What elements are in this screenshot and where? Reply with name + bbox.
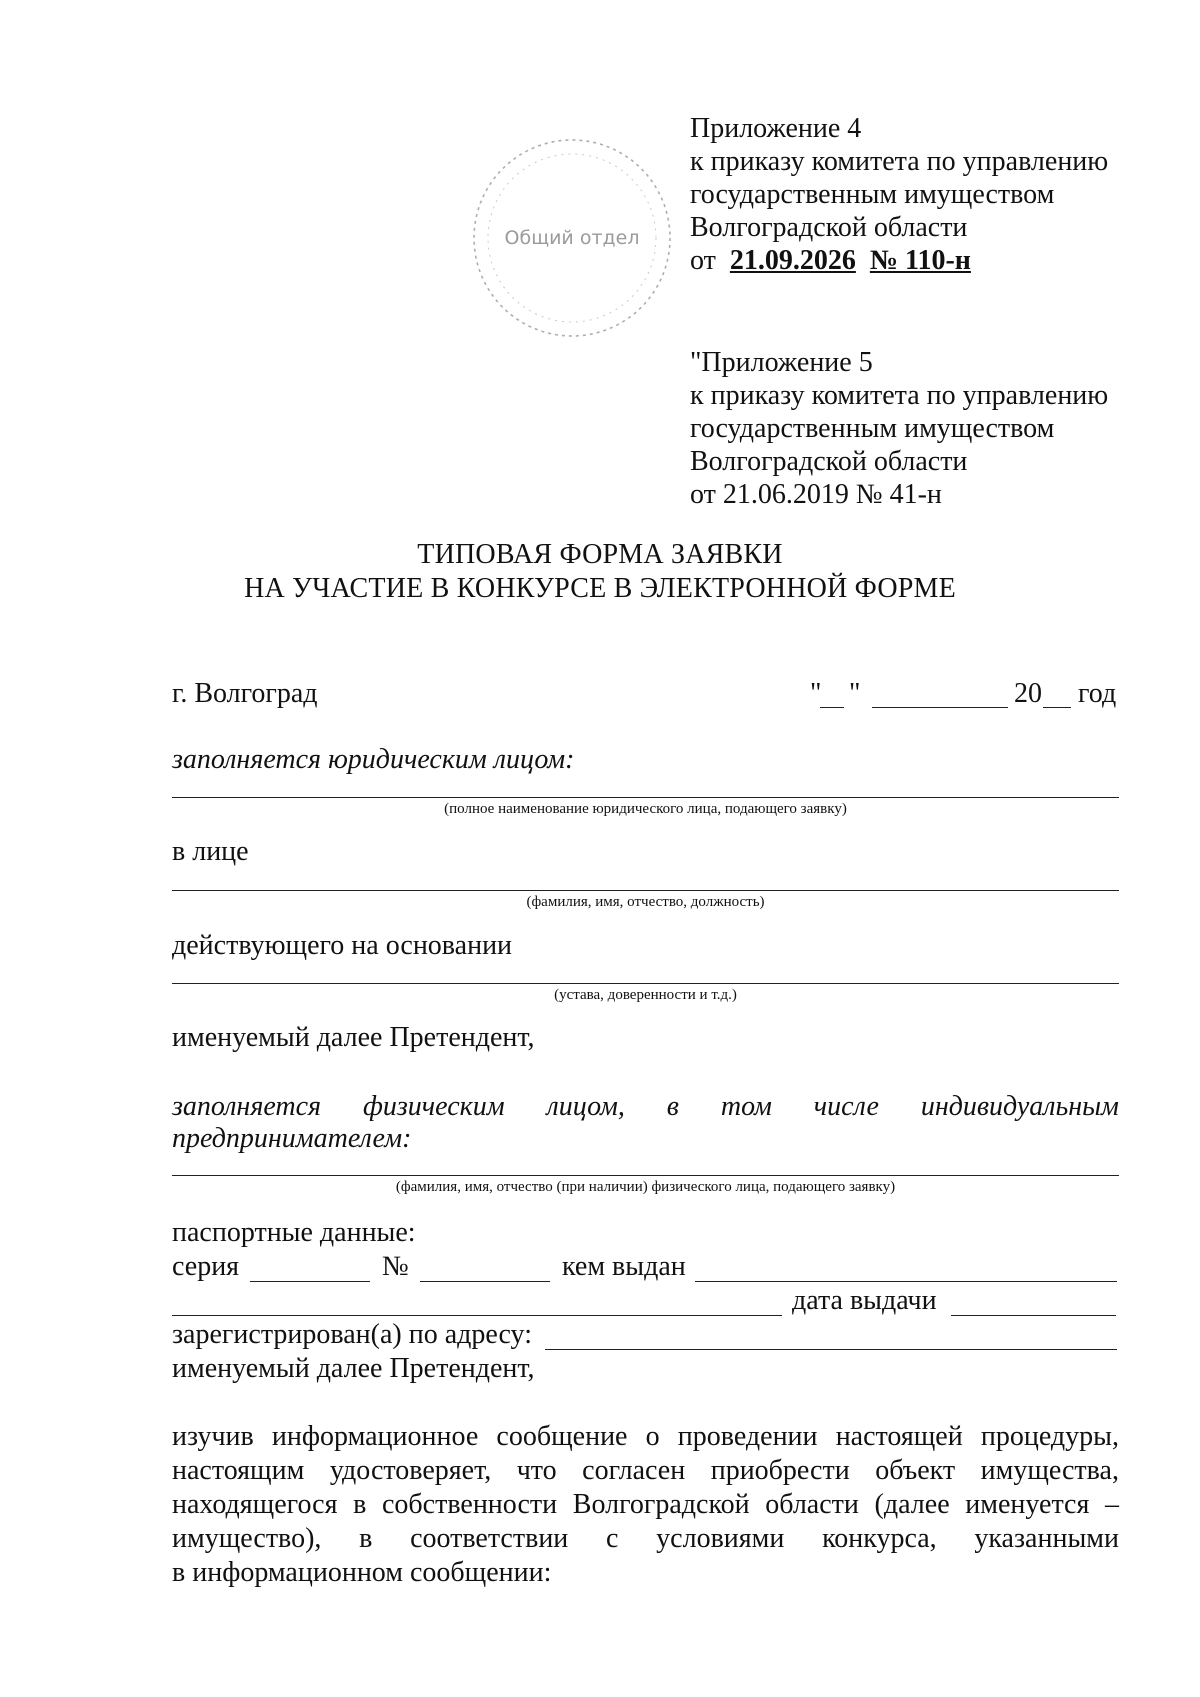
issued-by-continued-blank[interactable] xyxy=(172,1315,782,1316)
body-word: находящегося xyxy=(172,1489,338,1520)
appendix-5-line3: государственным имуществом xyxy=(690,413,1055,444)
body-word: с xyxy=(606,1523,619,1554)
form-title xyxy=(150,538,1050,606)
appendix-4-date: 21.09.2026 xyxy=(729,245,856,276)
individual-intro-line2: предпринимателем: xyxy=(172,1123,412,1154)
year-suffix: год xyxy=(1078,678,1117,709)
representative-caption: (фамилия, имя, отчество, должность) xyxy=(526,894,765,910)
body-word: имущество), xyxy=(172,1523,322,1554)
body-word: настоящим xyxy=(172,1455,305,1486)
body-word: изучив xyxy=(172,1421,254,1452)
registered-address-label: зарегистрирован(а) по адресу: xyxy=(172,1319,532,1350)
individual-intro-word: том xyxy=(720,1091,772,1122)
individual-intro-line1 xyxy=(172,1091,1119,1123)
body-line xyxy=(172,1488,1119,1522)
issue-date-label: дата выдачи xyxy=(792,1285,937,1316)
passport-label: паспортные данные: xyxy=(172,1217,416,1248)
represented-by-label: в лице xyxy=(172,836,249,867)
body-word: конкурса, xyxy=(822,1523,937,1554)
body-paragraph xyxy=(172,1420,1119,1590)
basis-line[interactable] xyxy=(172,983,1119,984)
body-word: информационное xyxy=(271,1421,479,1452)
body-word: условиями xyxy=(656,1523,785,1554)
individual-intro-word: лицом, xyxy=(546,1091,625,1122)
body-word: удостоверяет, xyxy=(329,1455,492,1486)
appendix-4-title: Приложение 4 xyxy=(690,113,862,144)
individual-name-line[interactable] xyxy=(172,1175,1119,1176)
stamp-seal xyxy=(462,128,682,348)
body-word: Волгоградской xyxy=(572,1489,750,1520)
appendix-4-number: № 110-н xyxy=(869,245,971,276)
appendix-5-header xyxy=(690,346,1108,511)
body-word: настоящей xyxy=(835,1421,963,1452)
individual-named-applicant: именуемый далее Претендент, xyxy=(172,1353,535,1384)
body-line xyxy=(172,1454,1119,1488)
appendix-5-line2: к приказу комитета по управлению xyxy=(690,380,1109,411)
form-title-line1: ТИПОВАЯ ФОРМА ЗАЯВКИ xyxy=(417,539,783,570)
appendix-5-line4: Волгоградской области xyxy=(690,446,968,477)
date-quote-open: " xyxy=(810,678,822,709)
month-blank[interactable] xyxy=(872,707,1008,708)
body-word: именуется xyxy=(965,1489,1090,1520)
body-word: (далее xyxy=(874,1489,950,1520)
body-word: соответствии xyxy=(410,1523,569,1554)
date-quote-close: " xyxy=(849,678,861,709)
passport-number-blank[interactable] xyxy=(420,1281,550,1282)
body-word: области xyxy=(765,1489,859,1520)
individual-intro-word: числе xyxy=(813,1091,879,1122)
body-line xyxy=(172,1420,1119,1454)
legal-entity-intro: заполняется юридическим лицом: xyxy=(172,744,575,775)
basis-label: действующего на основании xyxy=(172,930,513,961)
body-word: собственности xyxy=(382,1489,558,1520)
appendix-4-line4: Волгоградской области xyxy=(690,212,968,243)
appendix-4-line3: государственным имуществом xyxy=(690,179,1055,210)
place-city: г. Волгоград xyxy=(172,678,318,709)
body-word: проведении xyxy=(677,1421,818,1452)
body-line xyxy=(172,1522,1119,1556)
issued-by-label: кем выдан xyxy=(562,1251,686,1282)
individual-name-caption: (фамилия, имя, отчество (при наличии) физического лица, подающего заявку) xyxy=(395,1179,896,1195)
appendix-4-order-line xyxy=(690,244,1108,277)
body-word: – xyxy=(1105,1489,1119,1520)
body-word: приобрести xyxy=(710,1455,850,1486)
year-blank[interactable] xyxy=(1043,707,1071,708)
body-line xyxy=(172,1556,1119,1590)
appendix-4-line2: к приказу комитета по управлению xyxy=(690,146,1109,177)
appendix-5-line5: от 21.06.2019 № 41-н xyxy=(690,479,942,510)
body-word: что xyxy=(516,1455,557,1486)
year-prefix: 20 xyxy=(1014,678,1042,709)
basis-caption: (устава, доверенности и т.д.) xyxy=(554,987,737,1003)
day-blank[interactable] xyxy=(820,707,844,708)
body-word: процедуры, xyxy=(980,1421,1119,1452)
body-word: о xyxy=(645,1421,660,1452)
individual-intro-word: физическим xyxy=(362,1091,505,1122)
series-blank[interactable] xyxy=(250,1281,370,1282)
appendix-4-from: от xyxy=(690,245,716,276)
appendix-5-title: "Приложение 5 xyxy=(690,347,873,378)
form-title-line2: НА УЧАСТИЕ В КОНКУРСЕ В ЭЛЕКТРОННОЙ ФОРМЕ xyxy=(244,573,956,604)
body-last-line: в информационном сообщении: xyxy=(172,1557,552,1588)
individual-intro-word: в xyxy=(666,1091,679,1122)
appendix-4-header xyxy=(690,112,1108,277)
body-word: согласен xyxy=(582,1455,686,1486)
legal-named-applicant: именуемый далее Претендент, xyxy=(172,1022,535,1053)
legal-name-caption: (полное наименование юридического лица, подающего заявку) xyxy=(444,801,847,817)
representative-line[interactable] xyxy=(172,890,1119,891)
individual-intro-word: заполняется xyxy=(172,1091,322,1122)
body-word: сообщение xyxy=(496,1421,628,1452)
body-word: объект xyxy=(875,1455,956,1486)
body-word: в xyxy=(359,1523,373,1554)
stamp-text: Общий отдел xyxy=(504,227,640,249)
body-word: имущества, xyxy=(980,1455,1119,1486)
body-word: указанными xyxy=(974,1523,1119,1554)
issued-by-blank[interactable] xyxy=(695,1281,1117,1282)
series-label: серия xyxy=(172,1251,240,1282)
body-word: в xyxy=(353,1489,367,1520)
individual-intro-word: индивидуальным xyxy=(920,1091,1119,1122)
legal-name-line[interactable] xyxy=(172,797,1119,798)
issue-date-blank[interactable] xyxy=(951,1315,1116,1316)
registered-address-blank[interactable] xyxy=(545,1349,1117,1350)
passport-number-label: № xyxy=(382,1251,409,1282)
